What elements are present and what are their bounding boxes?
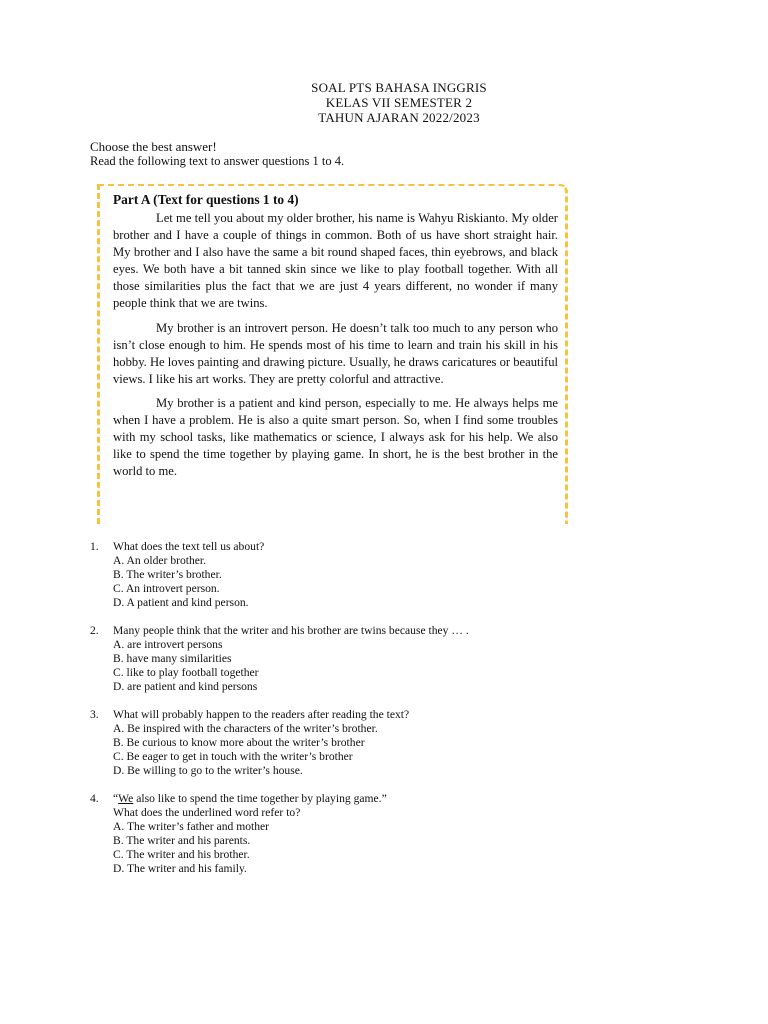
- instructions: [90, 139, 344, 169]
- passage-paragraph-2: My brother is an introvert person. He doesn’t talk too much to any person who isn’t close enough to him. He spends most of his time to learn and train his skill in his hobby. He loves painting and drawing picture. Usually, he draws caricatures or beautiful views. I like his art works. They are pretty colorful and attractive.: [113, 320, 558, 386]
- question-quote: [113, 792, 387, 806]
- option-a[interactable]: A. are introvert persons: [113, 638, 223, 651]
- question-text: Many people think that the writer and his brother are twins because they … .: [113, 624, 469, 637]
- page-header: [0, 80, 768, 125]
- option-c[interactable]: C. An introvert person.: [113, 582, 220, 595]
- passage-paragraph-3: My brother is a patient and kind person, especially to me. He always helps me when I have a problem. He is also a quite smart person. So, when I find some troubles with my school tasks, like mathematics or science, I always ask for his help. We also like to spend the time together by playing game. In short, he is the best brother in the world to me.: [113, 395, 558, 479]
- instruction-text: Choose the best answer!: [90, 139, 217, 154]
- option-c[interactable]: C. like to play football together: [113, 666, 259, 679]
- option-b[interactable]: B. have many similarities: [113, 652, 232, 665]
- option-b[interactable]: B. Be curious to know more about the writer’s brother: [113, 736, 365, 749]
- option-b[interactable]: B. The writer and his parents.: [113, 834, 251, 847]
- question-4: [90, 792, 469, 876]
- passage-paragraph-1: Let me tell you about my older brother, his name is Wahyu Riskianto. My older brother and I have a couple of things in common. Both of us have short straight hair. My brother and I also have the same a bit round shaped faces, thin eyebrows, and black eyes. We both have a bit tanned skin since we like to play football together. With all those similarities plus the fact that we are just 4 years different, no wonder if many people think that we are twins.: [113, 211, 558, 311]
- question-number: 3.: [90, 708, 99, 721]
- header-class: KELAS VII SEMESTER 2: [325, 95, 473, 110]
- question-text: What does the text tell us about?: [113, 540, 265, 553]
- option-a[interactable]: A. The writer’s father and mother: [113, 820, 270, 833]
- header-title: SOAL PTS BAHASA INGGRIS: [311, 80, 487, 95]
- quote-open: “: [113, 792, 119, 805]
- header-year: TAHUN AJARAN 2022/2023: [318, 110, 480, 125]
- option-d[interactable]: D. The writer and his family.: [113, 862, 247, 875]
- question-number: 2.: [90, 624, 99, 637]
- question-2: [90, 624, 469, 694]
- question-number: 4.: [90, 792, 99, 805]
- question-1: [90, 540, 469, 610]
- underlined-word: We: [118, 792, 134, 805]
- option-d[interactable]: D. Be willing to go to the writer’s house.: [113, 764, 303, 777]
- quote-rest: also like to spend the time together by playing game.”: [133, 792, 387, 805]
- option-a[interactable]: A. An older brother.: [113, 554, 207, 567]
- passage-title: Part A (Text for questions 1 to 4): [113, 192, 299, 207]
- option-a[interactable]: A. Be inspired with the characters of the writer’s brother.: [113, 722, 378, 735]
- read-instruction-text: Read the following text to answer questions 1 to 4.: [90, 154, 345, 168]
- option-d[interactable]: D. are patient and kind persons: [113, 680, 258, 693]
- question-text: What does the underlined word refer to?: [113, 806, 301, 819]
- option-b[interactable]: B. The writer’s brother.: [113, 568, 222, 581]
- question-list: [90, 540, 469, 890]
- reading-passage: [113, 191, 558, 487]
- question-number: 1.: [90, 540, 99, 553]
- option-c[interactable]: C. Be eager to get in touch with the writer’s brother: [113, 750, 353, 763]
- option-c[interactable]: C. The writer and his brother.: [113, 848, 250, 861]
- option-d[interactable]: D. A patient and kind person.: [113, 596, 249, 609]
- question-3: [90, 708, 469, 778]
- question-text: What will probably happen to the readers after reading the text?: [113, 708, 410, 721]
